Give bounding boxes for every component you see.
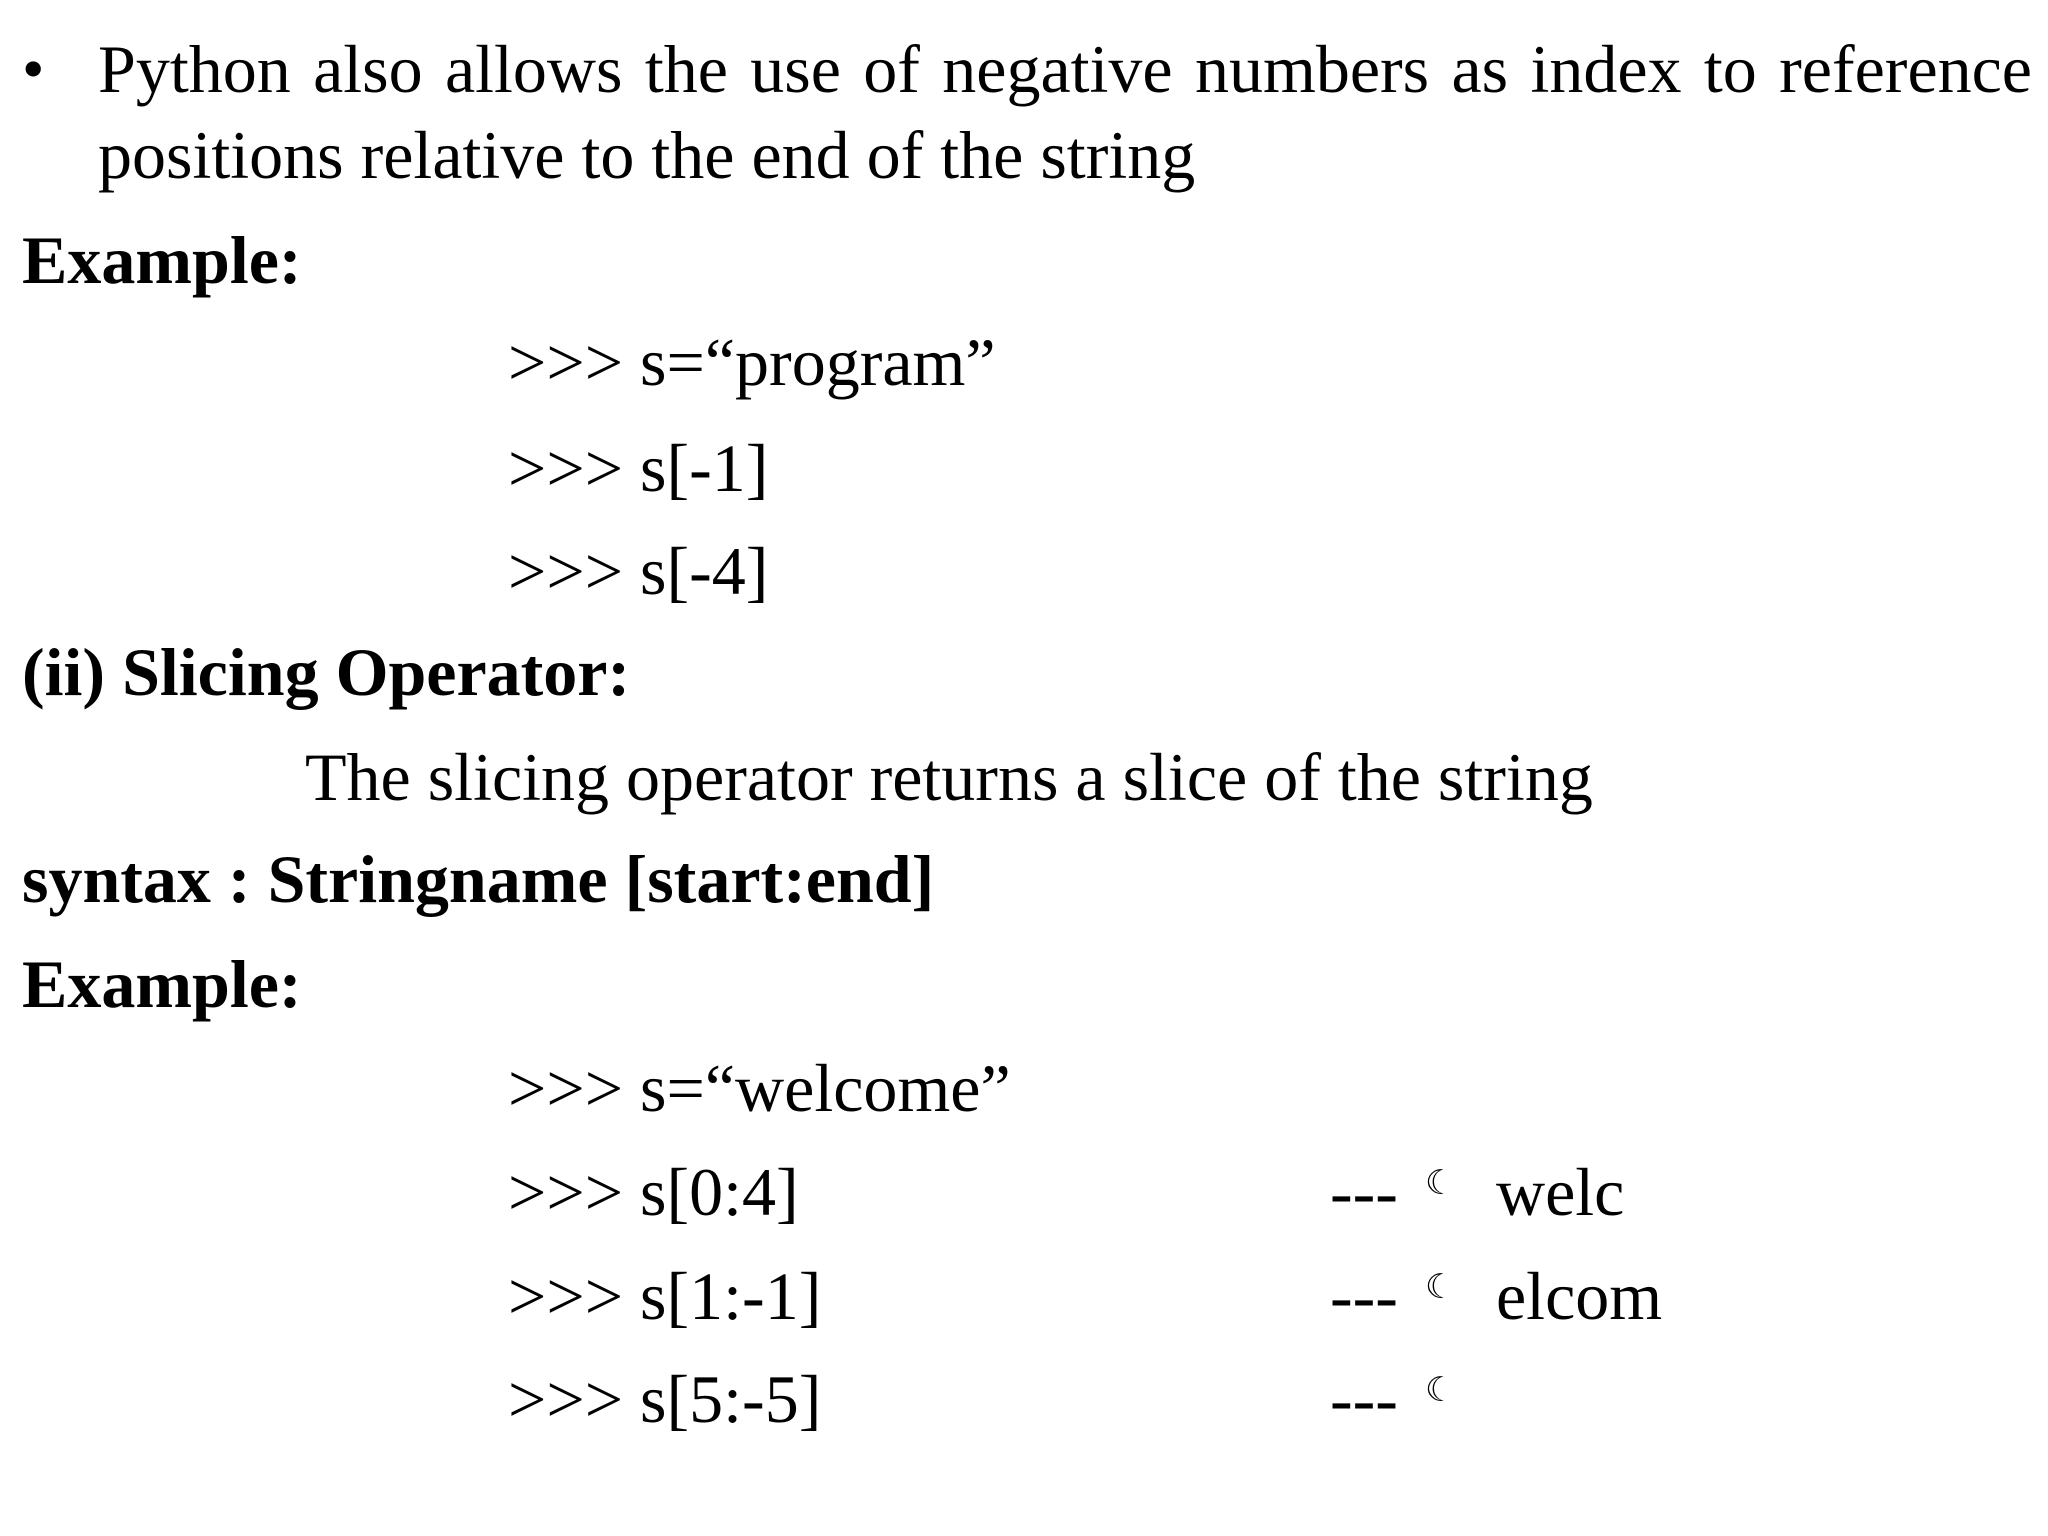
slicing-description: The slicing operator returns a slice of the string (305, 739, 1593, 815)
code-line-slice-0-4: >>> s[0:4] (508, 1154, 799, 1230)
result-dashes: --- (1330, 1258, 1398, 1334)
result-value: welc (1496, 1154, 1625, 1230)
code-line-program: >>> s=“program” (508, 324, 996, 400)
result-dashes: --- (1330, 1361, 1398, 1437)
bullet-icon: • (22, 33, 45, 104)
intro-text: Python also allows the use of negative numbers as index to reference positions relative to the end of the string (98, 31, 2032, 193)
intro-paragraph (22, 26, 2032, 198)
code-line-neg-1: >>> s[-1] (508, 430, 769, 506)
slicing-heading: (ii) Slicing Operator: (22, 634, 631, 710)
arrow-icon: ☾ (1425, 1267, 1456, 1307)
code-line-slice-1-neg1: >>> s[1:-1] (508, 1258, 822, 1334)
example-heading-2: Example: (22, 946, 302, 1022)
code-line-neg-4: >>> s[-4] (508, 533, 769, 609)
arrow-icon: ☾ (1425, 1163, 1456, 1203)
slicing-syntax: syntax : Stringname [start:end] (22, 841, 935, 917)
result-dashes: --- (1330, 1154, 1398, 1230)
result-value: elcom (1496, 1258, 1663, 1334)
example-heading-1: Example: (22, 222, 302, 298)
code-line-welcome: >>> s=“welcome” (508, 1050, 1011, 1126)
arrow-icon: ☾ (1425, 1370, 1456, 1410)
code-line-slice-5-neg5: >>> s[5:-5] (508, 1361, 822, 1437)
